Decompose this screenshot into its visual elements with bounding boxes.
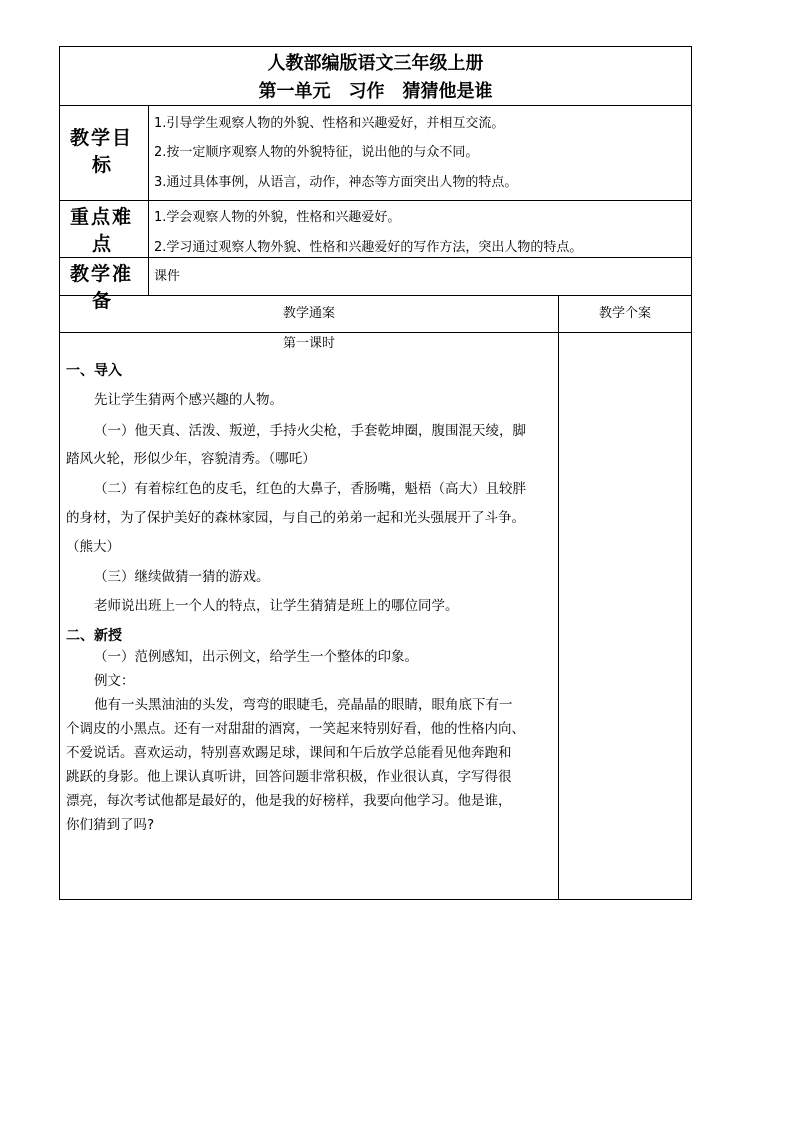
example-line: 不爱说话。喜欢运动，特别喜欢踢足球，课间和午后放学总能看见他奔跑和	[66, 745, 512, 761]
section-heading-new-lesson: 二、新授	[66, 628, 122, 644]
row-divider	[60, 105, 691, 106]
paragraph-line: （三）继续做猜一猜的游戏。	[94, 569, 270, 585]
preparation-label	[70, 261, 144, 312]
example-line: 你们猜到了吗?	[66, 817, 155, 833]
key-points-label	[70, 204, 144, 256]
lesson-plan-table	[59, 46, 692, 900]
paragraph-line: 的身材，为了保护美好的森林家园，与自己的弟弟一起和光头强展开了斗争。	[66, 510, 525, 526]
key-point-item: 2.学习通过观察人物外貌、性格和兴趣爱好的写作方法，突出人物的特点。	[154, 240, 583, 255]
example-line: 跳跃的身影。他上课认真听讲，回答问题非常积极，作业很认真，字写得很	[66, 769, 512, 785]
preparation-label-line: 教学准	[70, 263, 134, 285]
example-line: 漂亮，每次考试他都是最好的，他是我的好榜样，我要向他学习。他是谁，	[66, 793, 512, 809]
key-points-label-line: 重点难	[70, 206, 134, 228]
goals-label	[70, 125, 144, 185]
paragraph-line: （一）范例感知，出示例文，给学生一个整体的印象。	[94, 649, 418, 665]
example-line: 个调皮的小黑点。还有一对甜甜的酒窝，一笑起来特别好看，他的性格内向、	[66, 721, 525, 737]
label-column-divider	[148, 105, 149, 295]
row-divider	[60, 200, 691, 201]
goal-item: 3.通过具体事例，从语言，动作，神态等方面突出人物的特点。	[154, 175, 518, 190]
preparation-content: 课件	[154, 269, 181, 284]
unit-title: 第一单元 习作 猜猜他是谁	[258, 81, 493, 102]
paragraph-line: （二）有着棕红色的皮毛，红色的大鼻子，香肠嘴，魁梧（高大）且较胖	[94, 481, 526, 497]
goal-item: 2.按一定顺序观察人物的外貌特征，说出他的与众不同。	[154, 145, 479, 160]
section-heading-intro: 一、导入	[66, 363, 122, 379]
paragraph-line: 老师说出班上一个人的特点，让学生猜猜是班上的哪位同学。	[94, 598, 459, 614]
paragraph-line: 踏风火轮，形似少年，容貌清秀。（哪吒）	[66, 451, 316, 467]
preparation-label-line: 备	[92, 290, 114, 312]
key-points-label-line: 点	[92, 233, 114, 255]
goals-label-line: 教学目	[70, 127, 134, 149]
example-label: 例文：	[94, 673, 135, 689]
document-title: 人教部编版语文三年级上册	[267, 53, 484, 74]
column-divider	[558, 295, 559, 899]
paragraph-line: （熊大）	[66, 539, 120, 555]
row-divider	[60, 332, 691, 333]
example-line: 他有一头黑油油的头发，弯弯的眼睫毛，亮晶晶的眼睛，眼角底下有一	[94, 697, 513, 713]
goals-label-line: 标	[92, 154, 114, 176]
paragraph-line: 先让学生猜两个感兴趣的人物。	[94, 392, 283, 408]
row-divider	[60, 295, 691, 296]
paragraph-line: （一）他天真、活泼、叛逆，手持火尖枪，手套乾坤圈，腹围混天绫，脚	[94, 423, 526, 439]
goal-item: 1.引导学生观察人物的外貌、性格和兴趣爱好，并相互交流。	[154, 116, 505, 131]
session-title: 第一课时	[282, 336, 335, 351]
row-divider	[60, 257, 691, 258]
column-header-common: 教学通案	[282, 306, 335, 321]
column-header-individual: 教学个案	[598, 306, 651, 321]
key-point-item: 1.学会观察人物的外貌，性格和兴趣爱好。	[154, 210, 401, 225]
